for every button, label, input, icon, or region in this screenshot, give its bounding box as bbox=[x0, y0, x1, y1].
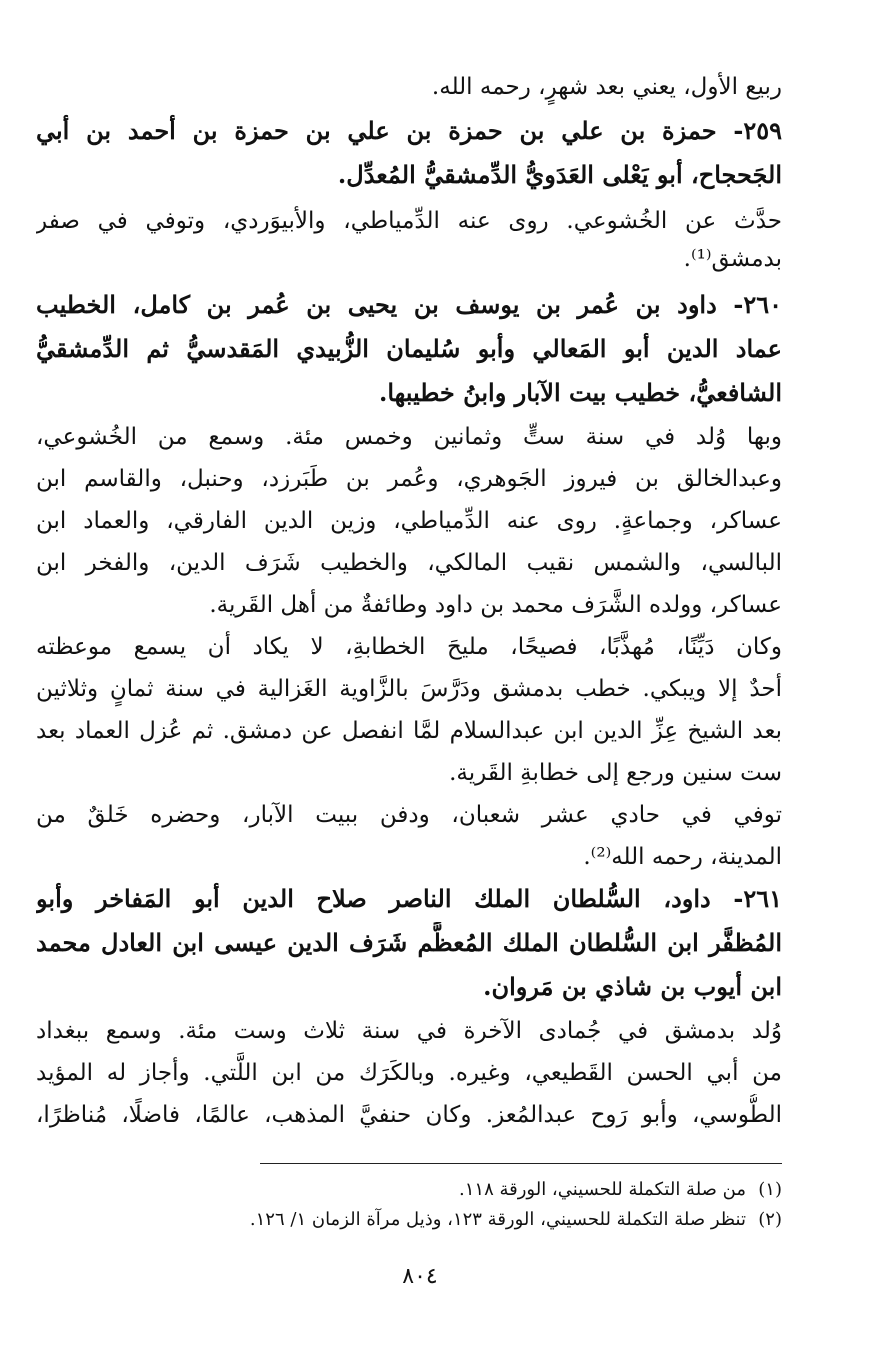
body-text-line: من أبي الحسن القَطيعي، وغيره. وبالكَرَك من ابن اللَّتي. وأجاز له المؤيد bbox=[36, 1060, 782, 1086]
body-text-line: توفي في حادي عشر شعبان، ودفن ببيت الآبار، وحضره خَلقٌ من bbox=[36, 802, 782, 828]
entry-heading-line: ٢٥٩- حمزة بن علي بن حمزة بن علي بن حمزة بن أحمد بن أبي bbox=[36, 116, 782, 145]
footnote-text: تنظر صلة التكملة للحسيني، الورقة ١٢٣، وذيل مرآة الزمان ١/ ١٢٦. bbox=[249, 1209, 746, 1230]
body-text-line: وبها وُلد في سنة ستٍّ وثمانين وخمس مئة. وسمع من الخُشوعي، bbox=[36, 424, 782, 450]
entry-heading-line: ٢٦١- داود، السُّلطان الملك الناصر صلاح الدين أبو المَفاخر وأبو bbox=[36, 884, 782, 913]
body-text-line: عساكر، وجماعةٍ. روى عنه الدِّمياطي، وزين الدين الفارقي، والعماد ابن bbox=[36, 508, 782, 534]
footnote-number: (٢) bbox=[758, 1209, 782, 1230]
entry-heading-line: الشافعيُّ، خطيب بيت الآبار وابنُ خطيبها. bbox=[379, 378, 782, 407]
footnote bbox=[82, 1206, 782, 1234]
entry-heading-line: ٢٦٠- داود بن عُمر بن يوسف بن يحيى بن عُمر بن كامل، الخطيب bbox=[36, 290, 782, 319]
body-text-line: حدَّث عن الخُشوعي. روى عنه الدِّمياطي، والأبيوَردي، وتوفي في صفر bbox=[36, 208, 782, 234]
body-text-line: عساكر، وولده الشَّرَف محمد بن داود وطائفةٌ من أهل القَرية. bbox=[209, 592, 782, 618]
body-text-line: وعبدالخالق بن فيروز الجَوهري، وعُمر بن طَبَرزد، وحنبل، والقاسم ابن bbox=[36, 466, 782, 492]
footnote-text: من صلة التكملة للحسيني، الورقة ١١٨. bbox=[459, 1179, 746, 1200]
body-text-line: البالسي، والشمس نقيب المالكي، والخطيب شَرَف الدين، والفخر ابن bbox=[36, 550, 782, 576]
entry-heading-line: عماد الدين أبو المَعالي وأبو سُليمان الزُّبيدي المَقدسيُّ ثم الدِّمشقيُّ bbox=[36, 334, 782, 363]
entry-heading-line: ابن أيوب بن شاذي بن مَروان. bbox=[483, 972, 782, 1001]
footnote-separator bbox=[260, 1163, 782, 1164]
body-text-line: الطُّوسي، وأبو رَوح عبدالمُعز. وكان حنفيَّ المذهب، عالمًا، فاضلًا، مُناظرًا، bbox=[36, 1102, 782, 1128]
body-text-line: ست سنين ورجع إلى خطابةِ القَرية. bbox=[449, 760, 782, 786]
body-text-line: بعد الشيخ عِزِّ الدين ابن عبدالسلام لمَّا انفصل عن دمشق. ثم عُزل العماد بعد bbox=[36, 718, 782, 744]
body-text-line: المدينة، رحمه الله⁽²⁾. bbox=[583, 844, 782, 870]
body-text-line: بدمشق⁽¹⁾. bbox=[683, 246, 782, 272]
footnote bbox=[82, 1176, 782, 1204]
page-number: ٨٠٤ bbox=[402, 1264, 438, 1289]
body-text-line: أحدٌ إلا ويبكي. خطب بدمشق ودَرَّسَ بالزَّاوية الغَزالية في سنة ثمانٍ وثلاثين bbox=[36, 676, 782, 702]
entry-heading-line: الجَحجاح، أبو يَعْلى العَدَويُّ الدِّمشقيُّ المُعدِّل. bbox=[337, 160, 782, 189]
body-text-line: ربيع الأول، يعني بعد شهرٍ، رحمه الله. bbox=[431, 74, 782, 100]
entry-heading-line: المُظفَّر ابن السُّلطان الملك المُعظَّم شَرَف الدين عيسى ابن العادل محمد bbox=[36, 928, 782, 957]
footnote-number: (١) bbox=[758, 1179, 782, 1200]
body-text-line: وُلد بدمشق في جُمادى الآخرة في سنة ثلاث وست مئة. وسمع ببغداد bbox=[36, 1018, 782, 1044]
body-text-line: وكان دَيِّنًا، مُهذَّبًا، فصيحًا، مليحَ الخطابةِ، لا يكاد أن يسمع موعظته bbox=[36, 634, 782, 660]
